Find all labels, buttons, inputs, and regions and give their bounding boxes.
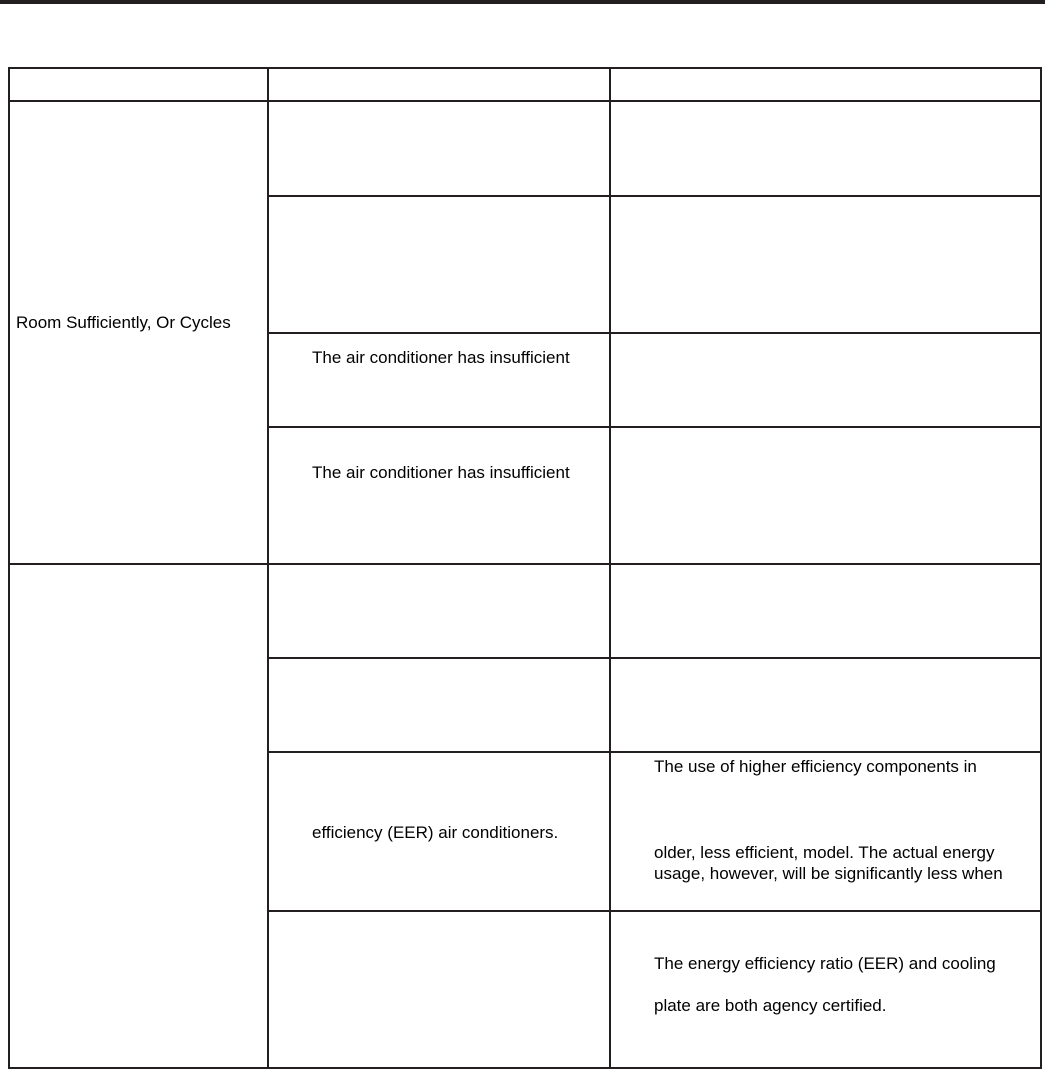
row-divider [267, 657, 1042, 659]
solution-text: The energy efficiency ratio (EER) and cooling [654, 954, 996, 973]
column-divider-2 [609, 67, 611, 1069]
cause-text: The air conditioner has insufficient [312, 348, 570, 367]
row-divider [267, 910, 1042, 912]
table-border-bottom [8, 1067, 1042, 1069]
solution-text: plate are both agency certified. [654, 996, 887, 1015]
problem-text: Room Sufficiently, Or Cycles [16, 313, 231, 332]
cause-text: The air conditioner has insufficient [312, 463, 570, 482]
solution-text: The use of higher efficiency components in [654, 757, 977, 776]
row-divider [267, 195, 1042, 197]
table-border-top [8, 67, 1042, 69]
cause-text: efficiency (EER) air conditioners. [312, 823, 559, 842]
header-divider [8, 100, 1042, 102]
solution-text: usage, however, will be significantly less when [654, 864, 1003, 883]
group-divider [8, 563, 1042, 565]
row-divider [267, 426, 1042, 428]
solution-text: older, less efficient, model. The actual energy [654, 843, 995, 862]
table-border-right [1040, 67, 1042, 1069]
table-border-left [8, 67, 10, 1069]
column-divider-1 [267, 67, 269, 1069]
row-divider [267, 751, 1042, 753]
row-divider [267, 332, 1042, 334]
